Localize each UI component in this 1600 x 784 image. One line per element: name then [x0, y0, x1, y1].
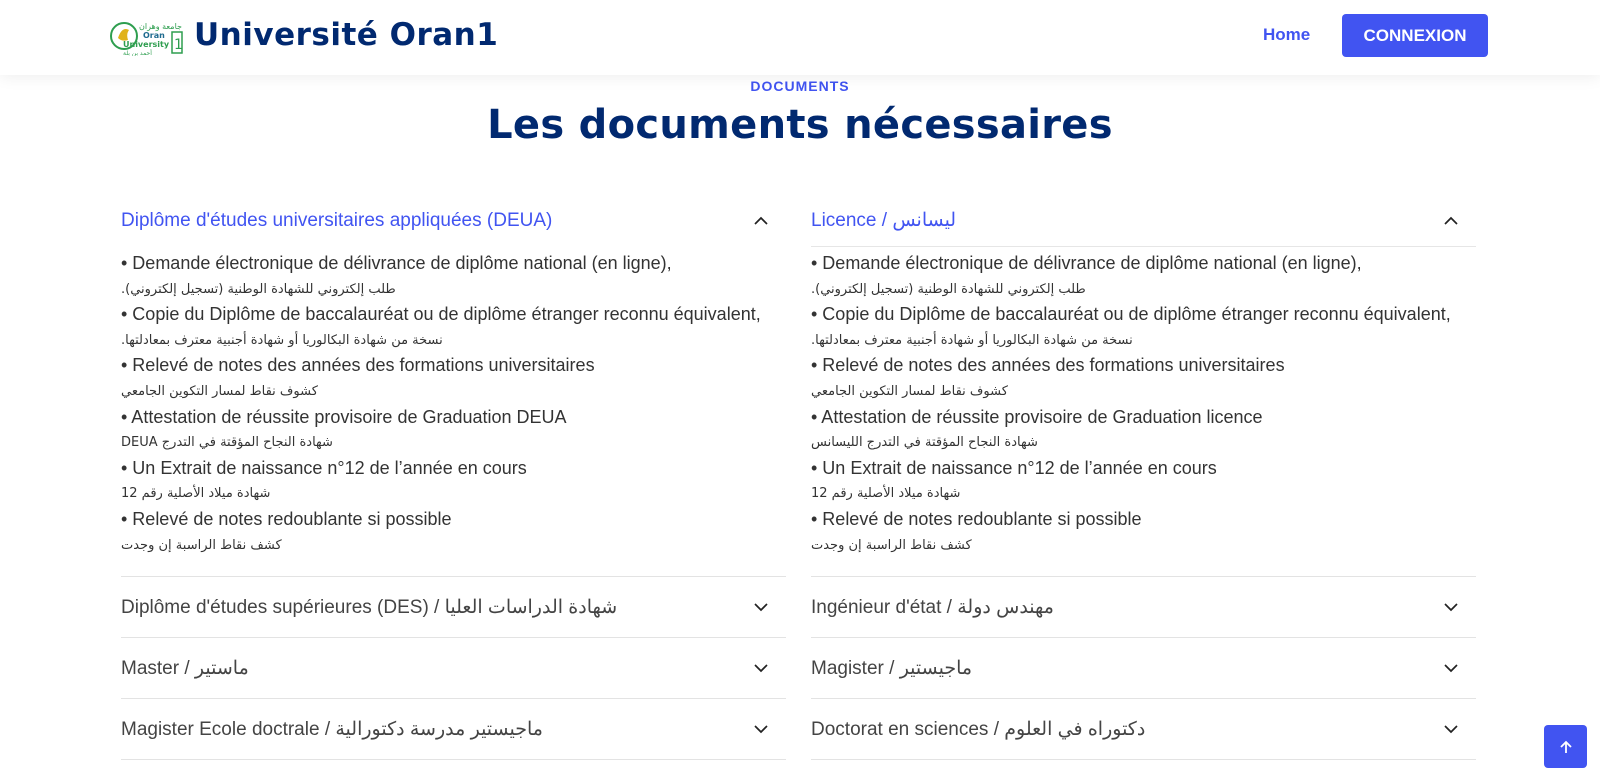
chevron-down-icon	[754, 722, 768, 736]
doc-line: • Copie du Diplôme de baccalauréat ou de diplôme étranger reconnu équivalent,	[811, 304, 1451, 325]
doc-line: • Copie du Diplôme de baccalauréat ou de diplôme étranger reconnu équivalent,	[121, 304, 761, 325]
accordion-label: Diplôme d'études universitaires appliquées (DEUA)	[121, 210, 553, 231]
arrow-up-icon	[1558, 739, 1574, 755]
doc-line: • Relevé de notes des années des formations universitaires	[121, 355, 595, 376]
doc-line: • Un Extrait de naissance n°12 de l’année en cours	[811, 457, 1217, 478]
connexion-button[interactable]: CONNEXION	[1342, 14, 1488, 57]
accordion-label: Magister Ecole doctrale / ماجيستير مدرسة دكتورالية	[121, 718, 543, 740]
accordion-label: Magister / ماجيستير	[811, 657, 973, 679]
logo-arabic-sub: أحمد بن بلة	[123, 50, 152, 56]
site-header	[0, 0, 1600, 75]
doc-line: • Relevé de notes des années des formations universitaires	[811, 355, 1285, 376]
accordion-divider	[121, 759, 786, 760]
doc-line-ar: شهادة ميلاد الأصلية رقم 12	[811, 486, 961, 502]
back-to-top-button[interactable]	[1544, 725, 1587, 768]
doc-line: • Demande électronique de délivrance de diplôme national (en ligne),	[121, 253, 672, 273]
doc-line-ar: كشوف نقاط لمسار التكوين الجامعي	[121, 383, 318, 399]
accordion-label: Ingénieur d'état / مهندس دولة	[811, 596, 1054, 618]
university-logo[interactable]	[109, 16, 185, 56]
chevron-down-icon	[754, 661, 768, 675]
logo-university: University	[123, 40, 170, 49]
doc-line-ar: شهادة النجاح المؤقتة في التدرج DEUA	[121, 435, 333, 451]
accordion-header-master[interactable]	[121, 637, 786, 698]
accordion-header-ingenieur[interactable]	[811, 576, 1476, 637]
accordion-body-licence	[811, 247, 1476, 576]
accordion-body-deua	[121, 247, 786, 576]
doc-line-ar: طلب إلكتروني للشهادة الوطنية (تسجيل إلكتروني).	[811, 281, 1086, 297]
section-kicker: DOCUMENTS	[750, 78, 850, 94]
accordion-header-doctorat[interactable]	[811, 698, 1476, 759]
doc-line: • Relevé de notes redoublante si possible	[811, 508, 1142, 529]
doc-line-ar: كشف نقاط الراسبة إن وجدت	[121, 537, 282, 553]
doc-line-ar: كشف نقاط الراسبة إن وجدت	[811, 537, 972, 553]
doc-line-ar: طلب إلكتروني للشهادة الوطنية (تسجيل إلكتروني).	[121, 281, 396, 297]
accordion-left	[121, 195, 786, 760]
logo-arabic-name: جامعة وهران	[139, 22, 182, 31]
chevron-down-icon	[1444, 661, 1458, 675]
chevron-down-icon	[1444, 722, 1458, 736]
doc-line-ar: شهادة ميلاد الأصلية رقم 12	[121, 486, 271, 502]
logo-number: 1	[174, 37, 183, 53]
accordion-label: Diplôme d'études supérieures (DES) / شهادة الدراسات العليا	[121, 596, 618, 618]
chevron-up-icon	[1444, 214, 1458, 228]
accordion-header-licence[interactable]	[811, 195, 1476, 247]
doc-line: • Relevé de notes redoublante si possible	[121, 508, 452, 529]
accordion-label: Licence / ليسانس	[811, 210, 957, 231]
accordion-label: Master / ماستير	[121, 657, 249, 679]
doc-line: • Un Extrait de naissance n°12 de l’année en cours	[121, 457, 527, 478]
chevron-up-icon	[754, 214, 768, 228]
doc-line-ar: شهادة النجاح المؤقتة في التدرج الليسانس	[811, 435, 1038, 451]
accordion-header-magister[interactable]	[811, 637, 1476, 698]
chevron-down-icon	[1444, 600, 1458, 614]
doc-line: • Attestation de réussite provisoire de Graduation DEUA	[121, 406, 567, 427]
nav-home-link[interactable]: Home	[1263, 25, 1311, 44]
doc-line-ar: نسخة من شهادة البكالوريا أو شهادة أجنبية معترف بمعادلتها.	[811, 332, 1133, 348]
accordion-divider	[811, 759, 1476, 760]
doc-line: • Demande électronique de délivrance de diplôme national (en ligne),	[811, 253, 1362, 273]
accordion-header-des[interactable]	[121, 576, 786, 637]
doc-line: • Attestation de réussite provisoire de Graduation licence	[811, 406, 1263, 427]
doc-line-ar: نسخة من شهادة البكالوريا أو شهادة أجنبية معترف بمعادلتها.	[121, 332, 443, 348]
accordion-label: Doctorat en sciences / دكتوراه في العلوم	[811, 718, 1146, 740]
chevron-down-icon	[754, 600, 768, 614]
section-title: Les documents nécessaires	[487, 102, 1113, 148]
accordion-header-deua[interactable]	[121, 195, 786, 247]
accordion-right	[811, 195, 1476, 760]
doc-line-ar: كشوف نقاط لمسار التكوين الجامعي	[811, 383, 1008, 399]
accordion-header-magister-ed[interactable]	[121, 698, 786, 759]
site-brand[interactable]: Université Oran1	[194, 17, 499, 53]
logo-oran: Oran	[143, 31, 165, 40]
